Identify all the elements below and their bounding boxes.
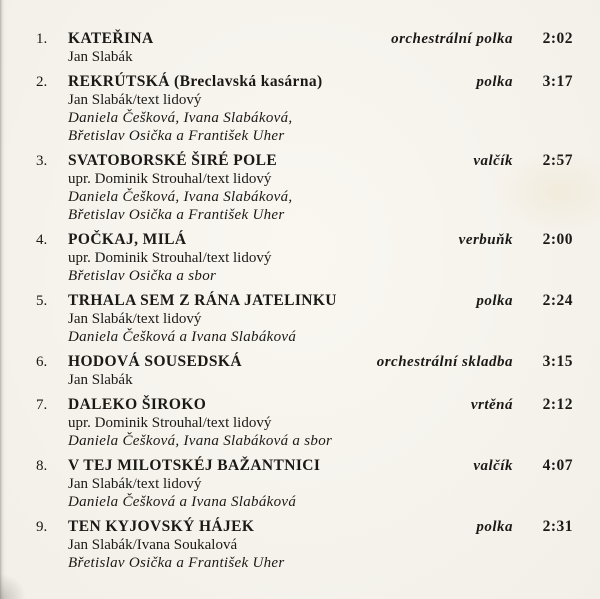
track-genre: orchestrální skladba xyxy=(376,354,513,370)
track-credits xyxy=(68,249,573,285)
track-title-row xyxy=(68,73,573,91)
track-credit-line: Jan Slabák/Ivana Soukalová xyxy=(68,537,238,553)
track-duration: 4:07 xyxy=(542,457,573,474)
track-credits xyxy=(68,310,573,346)
track-genre: vrtěná xyxy=(470,397,513,413)
track-main xyxy=(68,292,573,346)
track-credit-line: Daniela Češková, Ivana Slabáková a sbor xyxy=(68,433,333,449)
track-title-row xyxy=(68,30,573,48)
track-row xyxy=(36,231,573,285)
track-genre: polka xyxy=(476,293,513,309)
track-main xyxy=(68,30,573,66)
track-credit-line: Daniela Češková a Ivana Slabáková xyxy=(68,494,297,510)
track-genre: polka xyxy=(476,74,513,90)
track-credit-line: Jan Slabák/text lidový xyxy=(68,92,202,108)
track-row xyxy=(36,518,573,572)
track-row xyxy=(36,457,573,511)
track-credits xyxy=(68,536,573,572)
track-main xyxy=(68,457,573,511)
track-title: REKRÚTSKÁ (Breclavská kasárna) xyxy=(68,73,323,90)
track-row xyxy=(36,152,573,224)
track-genre: valčík xyxy=(473,153,513,169)
track-title: V TEJ MILOTSKÉJ BAŽANTNICI xyxy=(68,457,321,474)
track-genre: verbuňk xyxy=(458,232,513,248)
track-credit-line: upr. Dominik Strouhal/text lidový xyxy=(68,250,272,266)
track-number: 5. xyxy=(36,293,48,309)
track-title-row xyxy=(68,396,573,414)
track-row xyxy=(36,353,573,389)
track-number: 3. xyxy=(36,153,48,169)
track-credit-line: Jan Slabák/text lidový xyxy=(68,476,202,492)
track-title: DALEKO ŠIROKO xyxy=(68,396,207,413)
track-main xyxy=(68,353,573,389)
track-duration: 2:57 xyxy=(542,152,573,169)
track-duration: 2:12 xyxy=(542,396,573,413)
track-credit-line: Břetislav Osička a sbor xyxy=(68,268,217,284)
track-title-row xyxy=(68,353,573,371)
track-number: 4. xyxy=(36,232,48,248)
track-main xyxy=(68,152,573,224)
track-title-row xyxy=(68,457,573,475)
track-credit-line: Břetislav Osička a František Uher xyxy=(68,555,285,571)
track-title-row xyxy=(68,231,573,249)
page-bottom-left-shadow xyxy=(0,573,26,599)
track-credit-line: upr. Dominik Strouhal/text lidový xyxy=(68,415,272,431)
track-main xyxy=(68,231,573,285)
track-duration: 2:02 xyxy=(542,30,573,47)
track-main xyxy=(68,73,573,145)
track-credit-line: Břetislav Osička a František Uher xyxy=(68,207,285,223)
track-title: POČKAJ, MILÁ xyxy=(68,231,187,248)
track-title: KATEŘINA xyxy=(68,30,154,47)
track-title-row xyxy=(68,518,573,536)
track-title-row xyxy=(68,292,573,310)
track-row xyxy=(36,292,573,346)
track-title: TEN KYJOVSKÝ HÁJEK xyxy=(68,518,255,535)
track-credit-line: Daniela Češková a Ivana Slabáková xyxy=(68,329,297,345)
track-number: 2. xyxy=(36,74,48,90)
track-duration: 3:15 xyxy=(542,353,573,370)
track-genre: orchestrální polka xyxy=(391,31,513,47)
track-credit-line: Daniela Češková, Ivana Slabáková, xyxy=(68,189,293,205)
track-row xyxy=(36,73,573,145)
track-credit-line: upr. Dominik Strouhal/text lidový xyxy=(68,171,272,187)
track-duration: 2:31 xyxy=(542,518,573,535)
track-credit-line: Daniela Češková, Ivana Slabáková, xyxy=(68,110,293,126)
track-duration: 2:00 xyxy=(542,231,573,248)
track-number: 8. xyxy=(36,458,48,474)
track-credit-line: Jan Slabák/text lidový xyxy=(68,311,202,327)
track-title: SVATOBORSKÉ ŠIRÉ POLE xyxy=(68,152,278,169)
track-genre: polka xyxy=(476,519,513,535)
track-genre: valčík xyxy=(473,458,513,474)
page-left-edge-shadow xyxy=(0,0,7,599)
track-row xyxy=(36,30,573,66)
track-number: 7. xyxy=(36,397,48,413)
track-duration: 2:24 xyxy=(542,292,573,309)
track-credit-line: Břetislav Osička a František Uher xyxy=(68,128,285,144)
track-row xyxy=(36,396,573,450)
track-number: 1. xyxy=(36,31,48,47)
track-credit-line: Jan Slabák xyxy=(68,372,133,388)
track-title: TRHALA SEM Z RÁNA JATELINKU xyxy=(68,292,337,309)
track-title: HODOVÁ SOUSEDSKÁ xyxy=(68,353,242,370)
track-credits xyxy=(68,48,573,66)
track-credit-line: Jan Slabák xyxy=(68,49,133,65)
track-title-row xyxy=(68,152,573,170)
track-credits xyxy=(68,170,573,224)
track-number: 9. xyxy=(36,519,48,535)
track-credits xyxy=(68,371,573,389)
track-main xyxy=(68,396,573,450)
track-credits xyxy=(68,475,573,511)
tracklist xyxy=(36,30,573,572)
track-credits xyxy=(68,414,573,450)
track-credits xyxy=(68,91,573,145)
track-duration: 3:17 xyxy=(542,73,573,90)
track-main xyxy=(68,518,573,572)
track-number: 6. xyxy=(36,354,48,370)
